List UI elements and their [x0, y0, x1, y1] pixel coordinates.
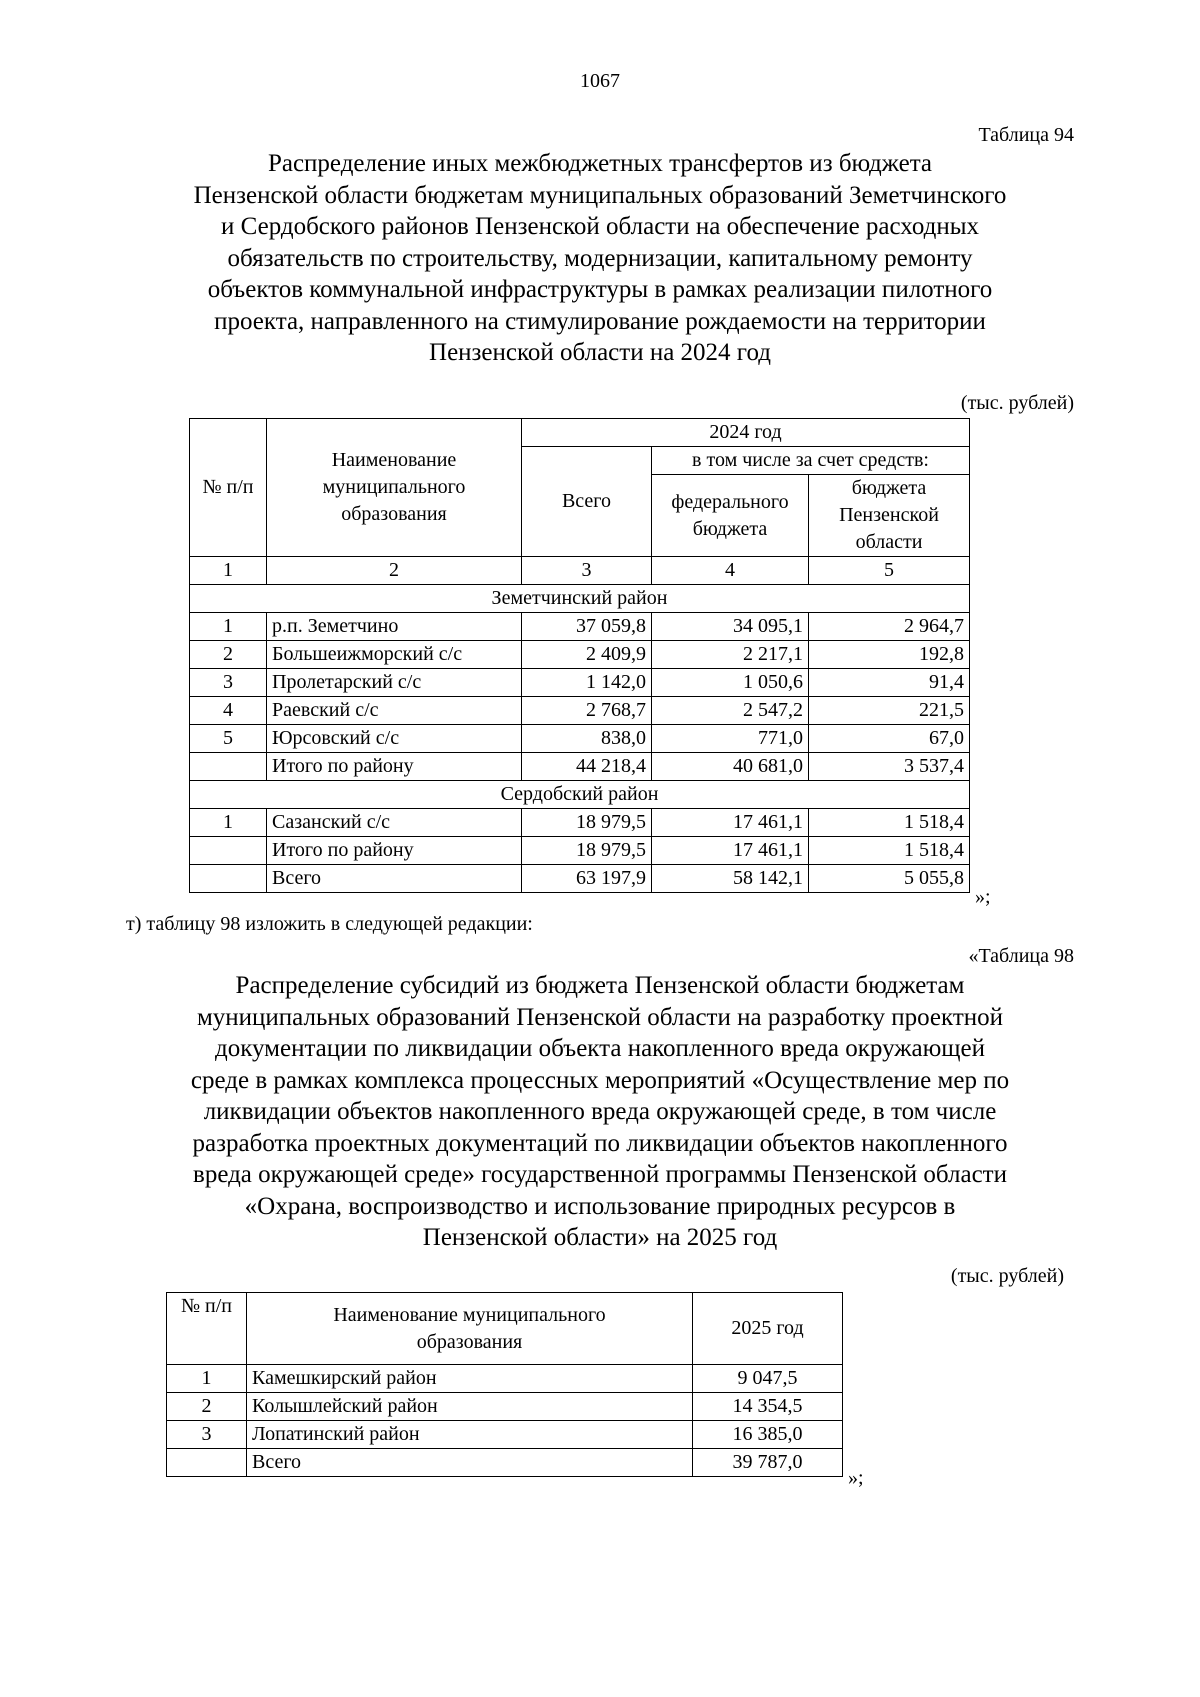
- table98-title-line: вреда окружающей среде» государственной программы Пензенской области: [193, 1161, 1007, 1188]
- row-regional: 2 964,7: [809, 613, 970, 641]
- table-row: [190, 669, 970, 697]
- row-federal: 2 217,1: [652, 641, 809, 669]
- header-name: Наименование муниципального образования: [267, 419, 522, 557]
- table-row: [190, 641, 970, 669]
- row-value: 14 354,5: [693, 1393, 843, 1421]
- row-total: 1 142,0: [522, 669, 652, 697]
- row-name: Сазанский с/с: [267, 809, 522, 837]
- col-number: 3: [522, 557, 652, 585]
- table94-closing: »;: [975, 886, 991, 908]
- row-total: 18 979,5: [522, 809, 652, 837]
- subtotal-regional: 3 537,4: [809, 753, 970, 781]
- header-name: Наименование муниципального образования: [247, 1293, 693, 1365]
- table94-title-line: объектов коммунальной инфраструктуры в рамках реализации пилотного: [207, 276, 993, 303]
- row-total: 37 059,8: [522, 613, 652, 641]
- row-num: 1: [190, 613, 267, 641]
- row-value: 9 047,5: [693, 1365, 843, 1393]
- section-row: [190, 781, 970, 809]
- total-name: Всего: [247, 1449, 693, 1477]
- row-num: 1: [190, 809, 267, 837]
- header-federal: федерального бюджета: [652, 475, 809, 557]
- row-name: Пролетарский с/с: [267, 669, 522, 697]
- table98-title-line: Распределение субсидий из бюджета Пензенской области бюджетам: [235, 972, 965, 999]
- row-value: 16 385,0: [693, 1421, 843, 1449]
- row-num: 3: [190, 669, 267, 697]
- table-row: [190, 809, 970, 837]
- grand-total-row: [190, 865, 970, 893]
- header-year: 2024 год: [522, 419, 970, 447]
- grand-total-total: 63 197,9: [522, 865, 652, 893]
- empty-cell: [190, 865, 267, 893]
- subtotal-row: [190, 837, 970, 865]
- table94-title-line: Пензенской области бюджетам муниципальных образований Земетчинского: [193, 181, 1007, 209]
- header-including: в том числе за счет средств:: [652, 447, 970, 475]
- subtotal-regional: 1 518,4: [809, 837, 970, 865]
- row-federal: 771,0: [652, 725, 809, 753]
- row-num: 2: [190, 641, 267, 669]
- table-row: [190, 725, 970, 753]
- subtotal-row: [190, 753, 970, 781]
- table98-caption: «Таблица 98: [968, 945, 1074, 967]
- subtotal-total: 18 979,5: [522, 837, 652, 865]
- row-num: 4: [190, 697, 267, 725]
- row-name: р.п. Земетчино: [267, 613, 522, 641]
- row-regional: 1 518,4: [809, 809, 970, 837]
- row-num: 3: [167, 1421, 247, 1449]
- section-title: Земетчинский район: [190, 585, 970, 613]
- table98-title-line: Пензенской области» на 2025 год: [422, 1224, 778, 1251]
- col-number: 2: [267, 557, 522, 585]
- section-title: Сердобский район: [190, 781, 970, 809]
- col-number: 5: [809, 557, 970, 585]
- row-name: Лопатинский район: [247, 1421, 693, 1449]
- table98-closing: »;: [848, 1467, 864, 1489]
- row-name: Камешкирский район: [247, 1365, 693, 1393]
- table-row: [167, 1365, 843, 1393]
- subtotal-name: Итого по району: [267, 837, 522, 865]
- header-year: 2025 год: [693, 1293, 843, 1365]
- table98-units: (тыс. рублей): [950, 1265, 1064, 1287]
- table94-title-line: проекта, направленного на стимулирование рождаемости на территории: [214, 307, 986, 335]
- row-name: Большеижморский с/с: [267, 641, 522, 669]
- total-row: [167, 1449, 843, 1477]
- subtotal-name: Итого по району: [267, 753, 522, 781]
- row-num: 1: [167, 1365, 247, 1393]
- total-value: 39 787,0: [693, 1449, 843, 1477]
- row-name: Юрсовский с/с: [267, 725, 522, 753]
- page-number: 1067: [580, 70, 620, 92]
- table98-title: [130, 970, 1070, 1254]
- column-numbers-row: [190, 557, 970, 585]
- table98-title-line: ликвидации объектов накопленного вреда окружающей среде, в том числе: [203, 1098, 997, 1125]
- row-total: 2 409,9: [522, 641, 652, 669]
- empty-cell: [190, 837, 267, 865]
- table94-caption: Таблица 94: [978, 124, 1074, 146]
- row-regional: 67,0: [809, 725, 970, 753]
- table-row: [190, 697, 970, 725]
- grand-total-regional: 5 055,8: [809, 865, 970, 893]
- table98: [166, 1292, 843, 1477]
- table98-title-line: среде в рамках комплекса процессных мероприятий «Осуществление мер по: [190, 1066, 1010, 1094]
- header-num: № п/п: [190, 419, 267, 557]
- row-federal: 1 050,6: [652, 669, 809, 697]
- header-regional: бюджета Пензенской области: [809, 475, 970, 557]
- table94-title-line: Распределение иных межбюджетных трансфертов из бюджета: [267, 150, 933, 177]
- row-name: Колышлейский район: [247, 1393, 693, 1421]
- row-num: 5: [190, 725, 267, 753]
- grand-total-federal: 58 142,1: [652, 865, 809, 893]
- header-num: № п/п: [167, 1293, 247, 1365]
- empty-cell: [190, 753, 267, 781]
- empty-cell: [167, 1449, 247, 1477]
- row-regional: 91,4: [809, 669, 970, 697]
- row-total: 838,0: [522, 725, 652, 753]
- subtotal-total: 44 218,4: [522, 753, 652, 781]
- col-number: 4: [652, 557, 809, 585]
- table94: [189, 418, 970, 893]
- section-row: [190, 585, 970, 613]
- header-total: Всего: [522, 447, 652, 557]
- grand-total-name: Всего: [267, 865, 522, 893]
- table-row: [167, 1393, 843, 1421]
- row-total: 2 768,7: [522, 697, 652, 725]
- table98-title-line: разработка проектных документаций по ликвидации объектов накопленного: [192, 1129, 1008, 1157]
- table94-title-line: Пензенской области на 2024 год: [429, 339, 771, 366]
- table94-title-line: и Сердобского районов Пензенской области на обеспечение расходных: [220, 213, 980, 240]
- row-federal: 34 095,1: [652, 613, 809, 641]
- row-federal: 2 547,2: [652, 697, 809, 725]
- row-name: Раевский с/с: [267, 697, 522, 725]
- table94-title: [130, 148, 1070, 369]
- table98-title-line: муниципальных образований Пензенской области на разработку проектной: [196, 1003, 1004, 1031]
- col-number: 1: [190, 557, 267, 585]
- table94-units: (тыс. рублей): [960, 392, 1074, 414]
- table98-title-line: документации по ликвидации объекта накопленного вреда окружающей: [214, 1035, 986, 1062]
- subtotal-federal: 17 461,1: [652, 837, 809, 865]
- row-regional: 192,8: [809, 641, 970, 669]
- row-num: 2: [167, 1393, 247, 1421]
- table-row: [167, 1421, 843, 1449]
- row-regional: 221,5: [809, 697, 970, 725]
- row-federal: 17 461,1: [652, 809, 809, 837]
- table94-title-line: обязательств по строительству, модернизации, капитальному ремонту: [227, 244, 973, 272]
- subtotal-federal: 40 681,0: [652, 753, 809, 781]
- table98-title-line: «Охрана, воспроизводство и использование природных ресурсов в: [244, 1192, 956, 1220]
- intro-text: т) таблицу 98 изложить в следующей редакции:: [126, 913, 533, 935]
- table-row: [190, 613, 970, 641]
